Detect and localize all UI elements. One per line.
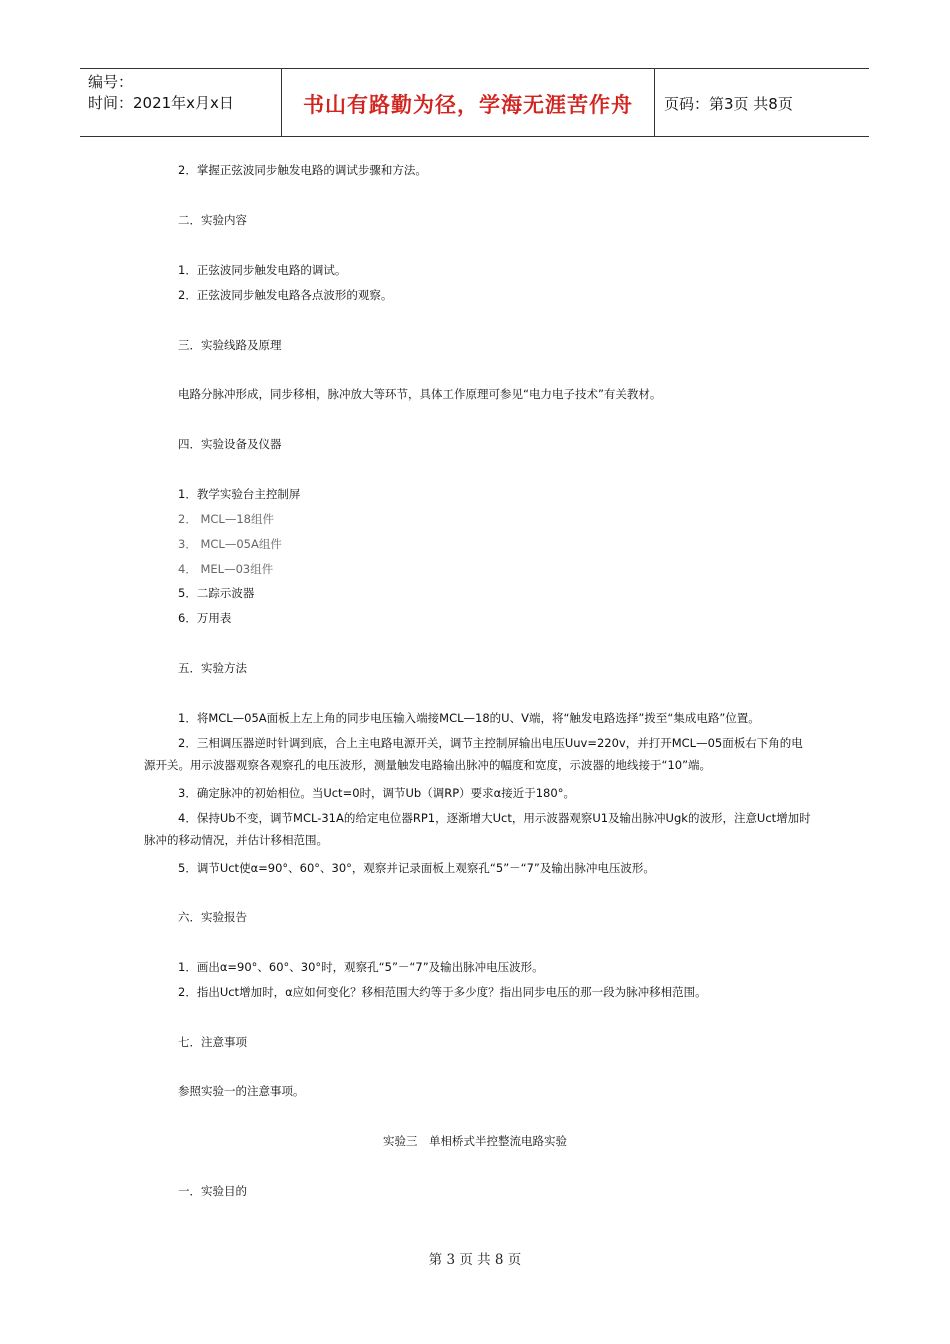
method-paragraph-1: 1．将MCL—05A面板上左上角的同步电压输入端接MCL—18的U、V端，将“触发电路选择”拨至“集成电路”位置。 xyxy=(178,711,760,725)
equipment-item-5: 5．二踪示波器 xyxy=(178,586,255,600)
notes-text: 参照实验一的注意事项。 xyxy=(178,1084,305,1098)
content-item-2: 2．正弦波同步触发电路各点波形的观察。 xyxy=(178,288,393,302)
header-page-cell xyxy=(655,69,869,136)
method-paragraph-5: 5．调节Uct使α=90°、60°、30°，观察并记录面板上观察孔“5”－“7”及输出脉冲电压波形。 xyxy=(178,861,655,875)
page-info: 页码：第3页 共8页 xyxy=(664,95,793,113)
section-title-equipment: 四．实验设备及仪器 xyxy=(178,437,282,451)
motto-text: 书山有路勤为径，学海无涯苦作舟 xyxy=(303,92,633,117)
method-paragraph-3: 3．确定脉冲的初始相位。当Uct=0时，调节Ub（调RP）要求α接近于180°。 xyxy=(178,786,575,800)
method-paragraph-2: 2．三相调压器逆时针调到底，合上主电路电源开关，调节主控制屏输出电压Uuv=220v，并打开MCL—05面板右下角的电源开关。用示波器观察各观察孔的电压波形，测量触发电路输出脉冲的幅度和宽度，示波器的地线接于“10”端。 xyxy=(144,736,803,772)
principle-text: 电路分脉冲形成，同步移相，脉冲放大等环节，具体工作原理可参见“电力电子技术”有关教材。 xyxy=(178,387,662,401)
header-motto-cell xyxy=(282,69,655,136)
experiment-3-title: 实验三 单相桥式半控整流电路实验 xyxy=(383,1134,567,1148)
method-paragraph-4: 4．保持Ub不变，调节MCL-31A的给定电位器RP1，逐渐增大Uct，用示波器观察U1及输出脉冲Ugk的波形，注意Uct增加时脉冲的移动情况，并估计移相范围。 xyxy=(144,811,811,847)
header-table xyxy=(80,68,869,137)
equipment-item-1: 1．教学实验台主控制屏 xyxy=(178,487,301,501)
objective-item-2: 2．掌握正弦波同步触发电路的调试步骤和方法。 xyxy=(178,163,427,177)
equipment-item-4: 4． MEL—03组件 xyxy=(178,562,274,576)
equipment-item-2: 2． MCL—18组件 xyxy=(178,512,274,526)
section-title-principle: 三．实验线路及原理 xyxy=(178,338,282,352)
section-title-report: 六．实验报告 xyxy=(178,910,247,924)
equipment-item-3: 3． MCL—05A组件 xyxy=(178,537,282,551)
content-item-1: 1．正弦波同步触发电路的调试。 xyxy=(178,263,347,277)
equipment-item-6: 6．万用表 xyxy=(178,611,232,625)
time-label: 时间：2021年x月x日 xyxy=(88,94,234,112)
section-title-notes: 七．注意事项 xyxy=(178,1035,247,1049)
number-label: 编号： xyxy=(88,73,134,91)
header-meta-cell xyxy=(80,69,282,136)
report-item-2: 2．指出Uct增加时，α应如何变化？移相范围大约等于多少度？指出同步电压的那一段为脉冲移相范围。 xyxy=(178,985,707,999)
report-item-1: 1．画出α=90°、60°、30°时，观察孔“5”－“7”及输出脉冲电压波形。 xyxy=(178,960,544,974)
page-footer: 第 3 页 共 8 页 xyxy=(428,1252,522,1268)
section-title-content: 二．实验内容 xyxy=(178,213,247,227)
section-title-method: 五．实验方法 xyxy=(178,661,247,675)
section-title-objective: 一．实验目的 xyxy=(178,1184,247,1198)
